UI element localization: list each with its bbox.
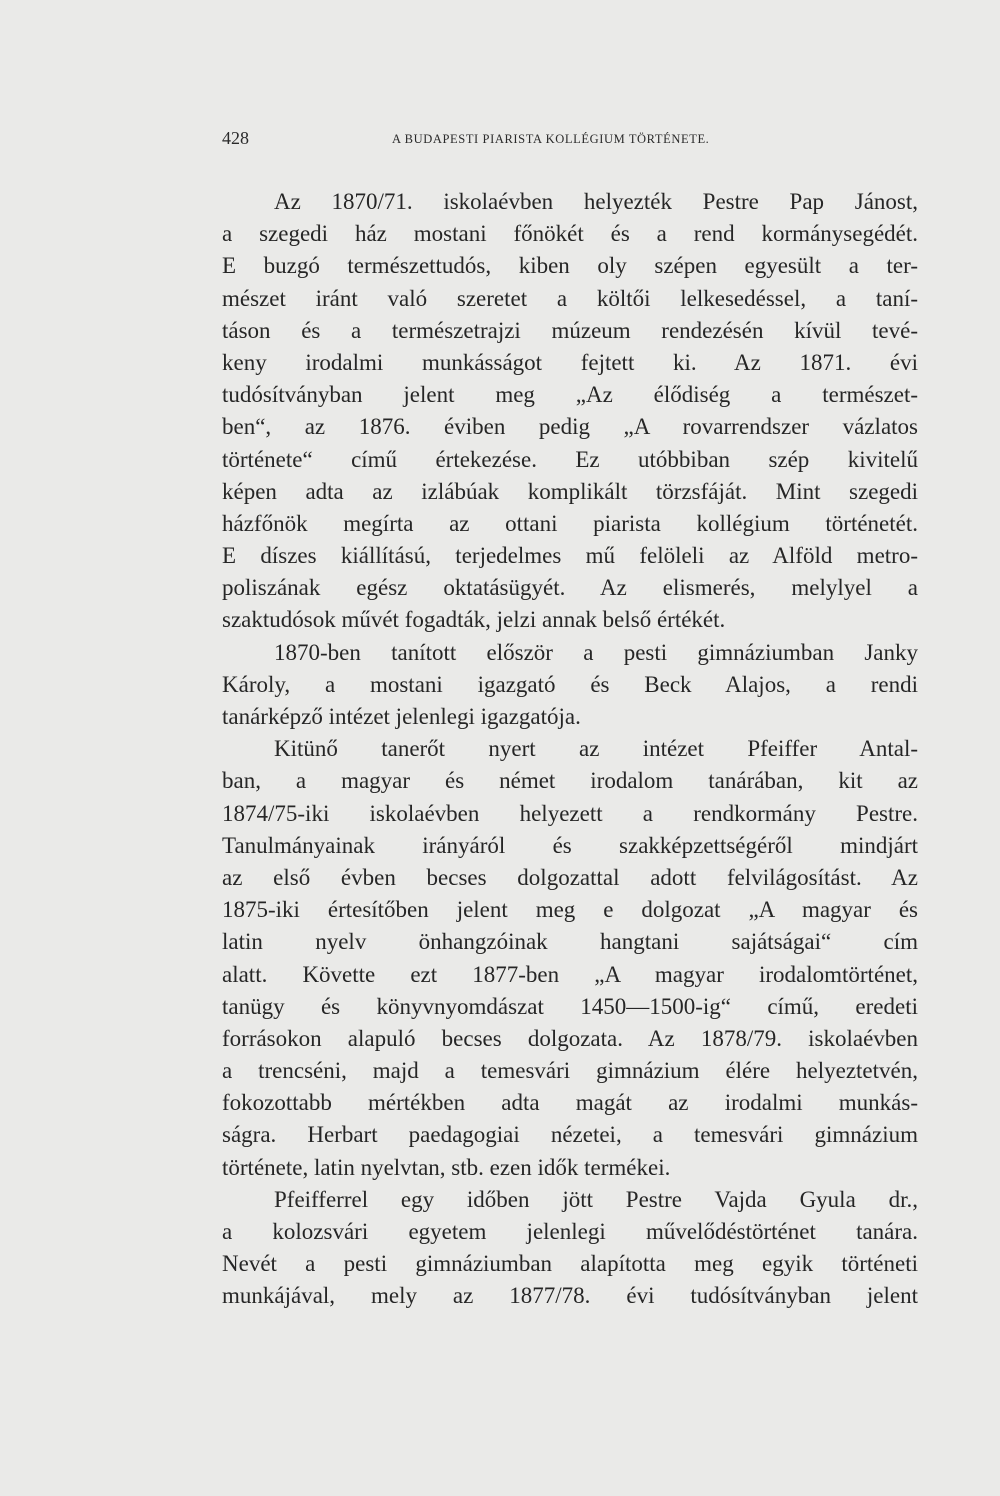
text-line: Károly, a mostani igazgató és Beck Alajos, a rendi	[222, 671, 918, 697]
text-line: ban, a magyar és német irodalom tanárában, kit az	[222, 768, 918, 794]
text-line: 1870-ben tanított először a pesti gimnáziumban Janky	[274, 639, 918, 665]
text-line: szaktudósok művét fogadták, jelzi annak belső értékét.	[222, 607, 726, 633]
body-text	[222, 186, 918, 1313]
running-head: A BUDAPESTI PIARISTA KOLLÉGIUM TÖRTÉNETE.	[392, 132, 710, 146]
text-line: Pfeifferrel egy időben jött Pestre Vajda Gyula dr.,	[274, 1186, 918, 1212]
text-line: képen adta az izlábúak komplikált törzsfáját. Mint szegedi	[222, 478, 918, 504]
text-line: munkájával, mely az 1877/78. évi tudósítványban jelent	[222, 1283, 918, 1309]
text-line: Kitünő tanerőt nyert az intézet Pfeiffer Antal-	[274, 736, 918, 762]
text-line: tanárképző intézet jelenlegi igazgatója.	[222, 704, 581, 729]
text-line: Az 1870/71. iskolaévben helyezték Pestre Pap Jánost,	[274, 189, 918, 214]
text-line: forrásokon alapuló becses dolgozata. Az 1878/79. iskolaévben	[222, 1025, 918, 1051]
text-line: ben“, az 1876. éviben pedig „A rovarrendszer vázlatos	[222, 414, 918, 440]
text-line: a szegedi ház mostani főnökét és a rend kormánysegédét.	[222, 221, 918, 247]
text-line: mészet iránt való szeretet a költői lelkesedéssel, a taní-	[222, 285, 918, 311]
text-line: házfőnök megírta az ottani piarista kollégium történetét.	[222, 510, 918, 536]
text-line: a kolozsvári egyetem jelenlegi művelődéstörténet tanára.	[222, 1219, 918, 1244]
text-line: 1874/75-iki iskolaévben helyezett a rendkormány Pestre.	[222, 800, 918, 826]
text-line: táson és a természetrajzi múzeum rendezésén kívül tevé-	[222, 317, 918, 343]
text-line: fokozottabb mértékben adta magát az irodalmi munkás-	[222, 1090, 918, 1116]
page-number: 428	[222, 128, 249, 148]
text-line: tudósítványban jelent meg „Az élődiség a természet-	[222, 382, 918, 408]
text-line: alatt. Követte ezt 1877-ben „A magyar irodalomtörténet,	[222, 961, 918, 987]
text-line: tanügy és könyvnyomdászat 1450—1500-ig“ című, eredeti	[222, 993, 918, 1019]
text-line: E buzgó természettudós, kiben oly szépen egyesült a ter-	[222, 253, 918, 279]
text-line: E díszes kiállítású, terjedelmes mű felöleli az Alföld metro-	[222, 543, 918, 569]
text-line: története, latin nyelvtan, stb. ezen idők termékei.	[222, 1154, 671, 1180]
text-line: a trencséni, majd a temesvári gimnázium élére helyeztetvén,	[222, 1058, 918, 1084]
text-line: keny irodalmi munkásságot fejtett ki. Az 1871. évi	[222, 349, 918, 375]
text-line: Nevét a pesti gimnáziumban alapította meg egyik történeti	[222, 1251, 918, 1277]
page-header	[222, 128, 918, 158]
text-line: 1875-iki értesítőben jelent meg e dolgozat „A magyar és	[222, 897, 918, 923]
text-line: ságra. Herbart paedagogiai nézetei, a temesvári gimnázium	[222, 1122, 918, 1148]
text-line: poliszának egész oktatásügyét. Az elismerés, melylyel a	[222, 575, 918, 601]
text-line: Tanulmányainak irányáról és szakképzettségéről mindjárt	[222, 832, 918, 858]
text-line: latin nyelv önhangzóinak hangtani sajátságai“ cím	[222, 929, 918, 955]
text-line: az első évben becses dolgozattal adott felvilágosítást. Az	[222, 864, 918, 890]
text-line: története“ című értekezése. Ez utóbbiban szép kivitelű	[222, 446, 918, 472]
